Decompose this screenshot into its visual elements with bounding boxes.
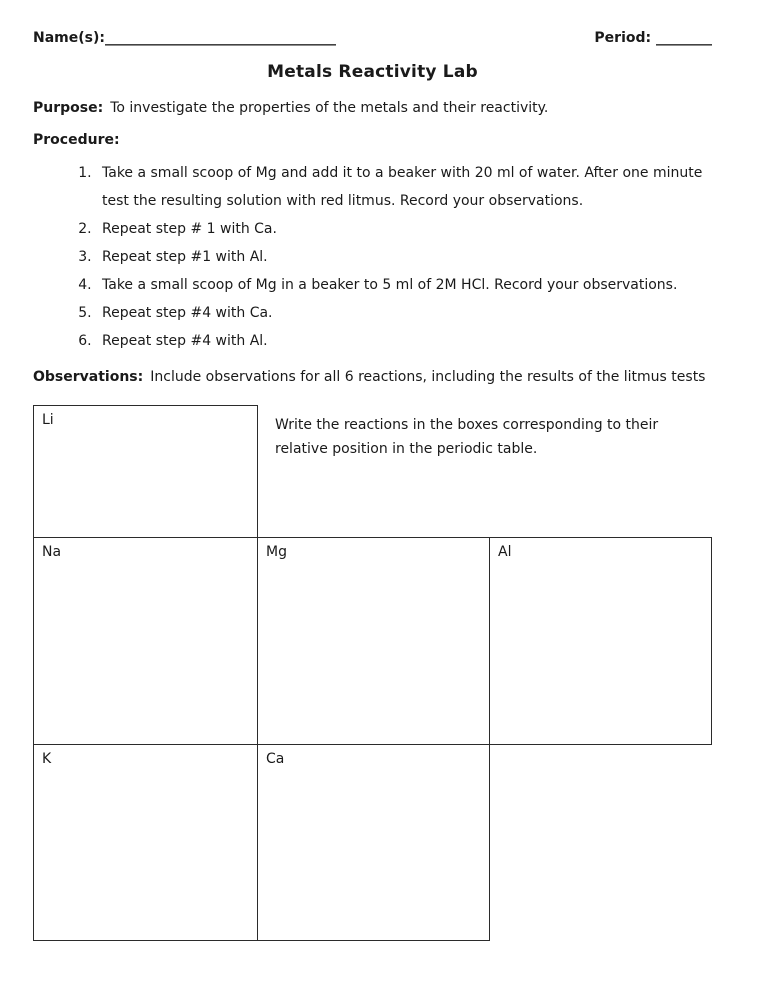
- element-symbol: Mg: [266, 544, 287, 560]
- observation-box-al[interactable]: [489, 537, 712, 745]
- observation-box-na[interactable]: [33, 537, 258, 745]
- grid-instruction-text: Write the reactions in the boxes corresponding to their relative position in the periodic table.: [275, 417, 659, 457]
- element-symbol: Ca: [266, 751, 285, 767]
- page-content: [0, 0, 768, 387]
- observation-box-li[interactable]: [33, 405, 258, 538]
- procedure-step: 2. Repeat step # 1 with Ca.: [96, 215, 712, 243]
- observations-text: Include observations for all 6 reactions, including the results of the litmus tests: [150, 369, 706, 385]
- purpose-text: To investigate the properties of the metals and their reactivity.: [110, 100, 549, 116]
- element-symbol: Al: [498, 544, 512, 560]
- purpose-section: [33, 98, 712, 118]
- observation-box-mg[interactable]: [257, 537, 490, 745]
- name-blank-line[interactable]: _________________________________: [104, 30, 336, 46]
- procedure-step: 4. Take a small scoop of Mg in a beaker to 5 ml of 2M HCl. Record your observations.: [96, 271, 712, 299]
- name-field[interactable]: [33, 30, 336, 46]
- page-title: Metals Reactivity Lab: [267, 62, 478, 82]
- periodic-table-grid: [33, 405, 733, 941]
- procedure-list: [72, 159, 712, 355]
- observations-section: [33, 367, 712, 387]
- procedure-step: 3. Repeat step #1 with Al.: [96, 243, 712, 271]
- header-row: [33, 30, 712, 46]
- period-label: Period:: [594, 30, 652, 46]
- name-label: Name(s):: [33, 30, 105, 46]
- purpose-label: Purpose:: [33, 100, 104, 116]
- element-symbol: Li: [42, 412, 54, 428]
- procedure-label: Procedure:: [33, 132, 120, 148]
- observation-box-k[interactable]: [33, 744, 258, 941]
- procedure-step: 5. Repeat step #4 with Ca.: [96, 299, 712, 327]
- procedure-step: 1. Take a small scoop of Mg and add it to a beaker with 20 ml of water. After one minute test the resulting solution with red litmus. Record your observations.: [96, 159, 712, 215]
- observations-label: Observations:: [33, 369, 144, 385]
- observation-box-ca[interactable]: [257, 744, 490, 941]
- period-field[interactable]: [594, 30, 712, 46]
- element-symbol: K: [42, 751, 52, 767]
- element-symbol: Na: [42, 544, 62, 560]
- procedure-step: 6. Repeat step #4 with Al.: [96, 327, 712, 355]
- period-blank-line[interactable]: ________: [656, 30, 712, 46]
